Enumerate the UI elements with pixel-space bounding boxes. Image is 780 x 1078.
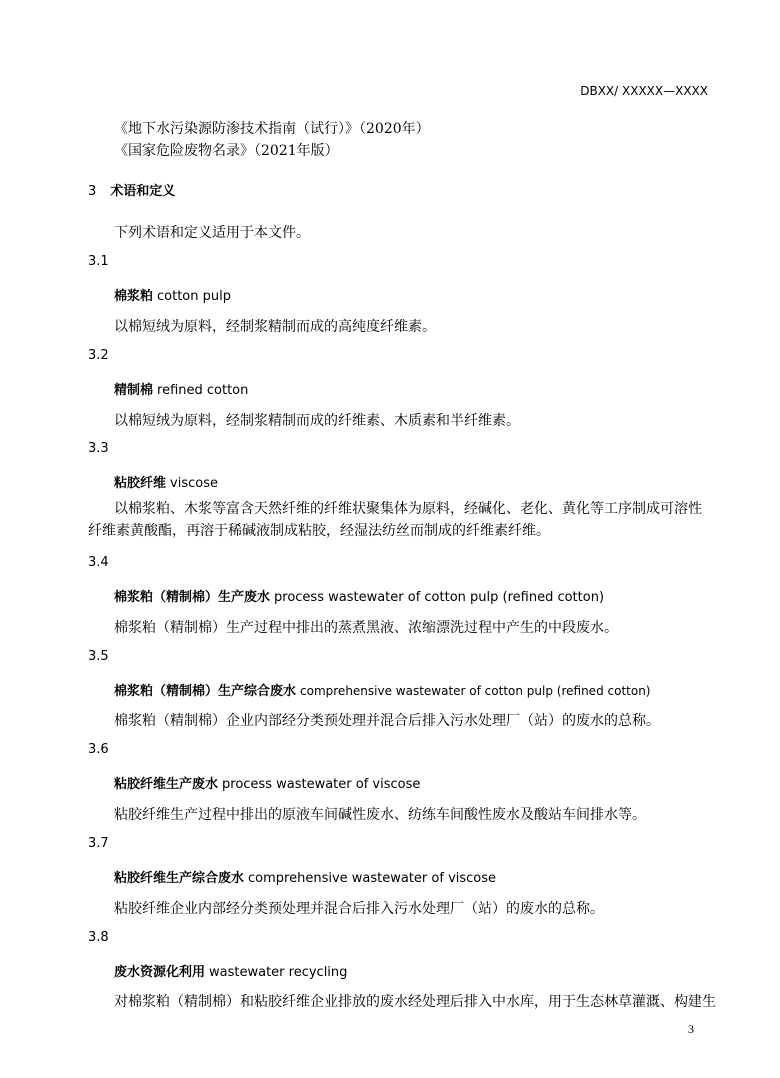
- section-number: 3: [88, 184, 97, 199]
- term-title: [114, 379, 248, 399]
- page-number: 3: [688, 1022, 694, 1036]
- term-number: 3.7: [88, 836, 109, 851]
- term-definition: 对棉浆粕（精制棉）和粘胶纤维企业排放的废水经处理后排入中水库，用于生态林草灌溉、构建生: [114, 994, 716, 1010]
- term-title-en: wastewater recycling: [209, 965, 348, 980]
- intro-paragraph: 下列术语和定义适用于本文件。: [114, 225, 310, 241]
- term-title-zh: 粘胶纤维: [114, 476, 167, 491]
- term-title-zh: 棉浆粕: [114, 289, 154, 304]
- section-title: 术语和定义: [110, 184, 176, 199]
- term-title-zh: 粘胶纤维生产废水: [114, 777, 219, 792]
- term-number: 3.2: [88, 348, 109, 363]
- term-title: [114, 961, 347, 981]
- term-title-en: process wastewater of viscose: [222, 777, 421, 792]
- term-title-en: process wastewater of cotton pulp (refined cotton): [274, 590, 605, 605]
- reference-line-1: 《地下水污染源防渗技术指南（试行）》（2020年）: [114, 121, 430, 137]
- term-number: 3.5: [88, 649, 109, 664]
- term-title-zh: 棉浆粕（精制棉）生产综合废水: [114, 684, 297, 699]
- term-title: [114, 285, 231, 305]
- term-title-en: viscose: [170, 476, 218, 491]
- term-title-en: comprehensive wastewater of cotton pulp (refined cotton): [300, 684, 651, 698]
- term-title-en: refined cotton: [157, 383, 249, 398]
- term-title: [114, 680, 650, 700]
- term-definition: 以棉短绒为原料，经制浆精制而成的高纯度纤维素。: [114, 319, 436, 335]
- term-number: 3.3: [88, 441, 109, 456]
- term-title: [114, 586, 604, 606]
- section-heading: [88, 180, 175, 200]
- reference-line-2: 《国家危险废物名录》（2021年版）: [114, 143, 339, 159]
- term-definition: 粘胶纤维企业内部经分类预处理并混合后排入污水处理厂（站）的废水的总称。: [114, 901, 604, 917]
- term-title-zh: 废水资源化利用: [114, 965, 206, 980]
- term-number: 3.1: [88, 254, 109, 269]
- term-number: 3.6: [88, 742, 109, 757]
- term-title-en: comprehensive wastewater of viscose: [248, 871, 497, 886]
- term-title: [114, 472, 218, 492]
- term-definition: 棉浆粕（精制棉）企业内部经分类预处理并混合后排入污水处理厂（站）的废水的总称。: [114, 713, 660, 729]
- document-code-header: DBXX/ XXXXX—XXXX: [580, 84, 708, 98]
- term-title: [114, 867, 496, 887]
- term-title-en: cotton pulp: [157, 289, 231, 304]
- term-number: 3.8: [88, 930, 109, 945]
- term-title-zh: 粘胶纤维生产综合废水: [114, 871, 245, 886]
- term-title: [114, 773, 420, 793]
- term-definition: 以棉短绒为原料，经制浆精制而成的纤维素、木质素和半纤维素。: [114, 413, 520, 429]
- term-definition: 以棉浆粕、木浆等富含天然纤维的纤维状聚集体为原料，经碱化、老化、黄化等工序制成可溶性纤维素黄酸酯，再溶于稀碱液制成粘胶，经湿法纺丝而制成的纤维素纤维。: [88, 501, 702, 539]
- term-definition: 棉浆粕（精制棉）生产过程中排出的蒸煮黑液、浓缩漂洗过程中产生的中段废水。: [114, 620, 618, 636]
- term-number: 3.4: [88, 555, 109, 570]
- term-title-zh: 棉浆粕（精制棉）生产废水: [114, 590, 271, 605]
- term-definition: 粘胶纤维生产过程中排出的原液车间碱性废水、纺练车间酸性废水及酸站车间排水等。: [114, 807, 646, 823]
- term-title-zh: 精制棉: [114, 383, 154, 398]
